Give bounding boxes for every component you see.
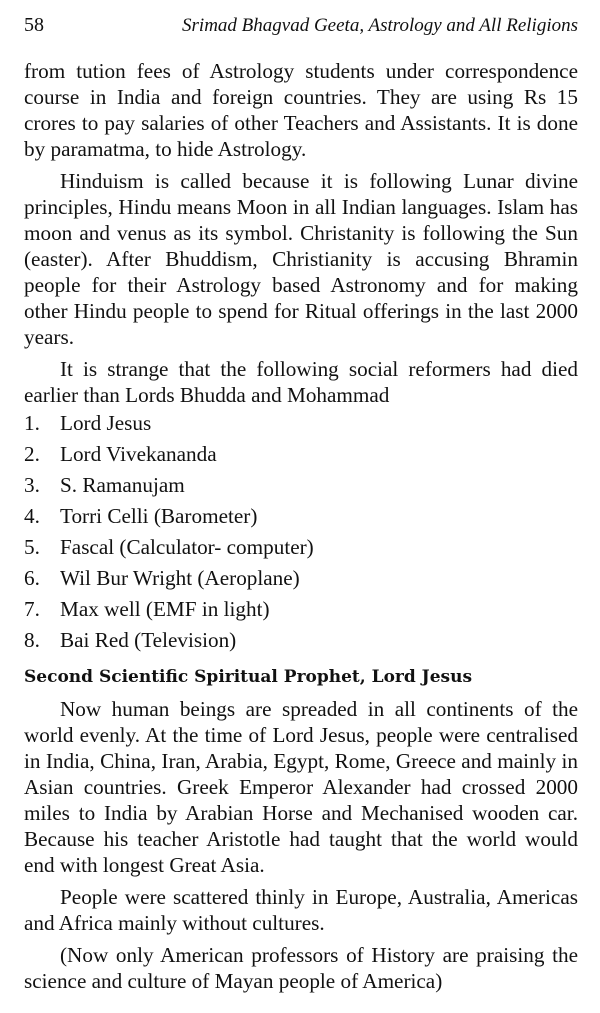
page-number: 58 [24, 14, 44, 36]
paragraph: Now human beings are spreaded in all continents of the world evenly. At the time of Lord Jesus, people were centralised in India, China, Iran, Arabia, Egypt, Rome, Greece and mainly in Asian countries. Greek Emperor Alexander had crossed 2000 miles to India by Arabian Horse and Mechanised wooden car. Because his teacher Aristotle had taught that the world would end with longest Great Asia. [24, 697, 578, 877]
running-title: Srimad Bhagvad Geeta, Astrology and All Religions [182, 15, 578, 36]
paragraph: It is strange that the following social reformers had died earlier than Lords Bhudda and Mohammad [24, 357, 578, 407]
list-text: Torri Celli (Barometer) [60, 504, 258, 528]
reformers-list [24, 408, 578, 656]
list-item [24, 563, 578, 594]
paragraph: from tution fees of Astrology students under correspondence course in India and foreign countries. They are using Rs 15 crores to pay salaries of other Teachers and Assistants. It is done by paramatma, to hide Astrology. [24, 59, 578, 161]
list-text: Wil Bur Wright (Aeroplane) [60, 566, 300, 590]
list-number: 8. [24, 628, 40, 652]
list-number: 1. [24, 411, 40, 435]
list-item [24, 594, 578, 625]
list-number: 3. [24, 473, 40, 497]
list-item [24, 625, 578, 656]
list-text: Lord Jesus [60, 411, 152, 435]
list-item [24, 501, 578, 532]
list-text: S. Ramanujam [60, 473, 185, 497]
list-item [24, 470, 578, 501]
list-item [24, 532, 578, 563]
paragraph: (Now only American professors of History are praising the science and culture of Mayan people of America) [24, 943, 578, 993]
list-item [24, 408, 578, 439]
body-text [24, 58, 578, 994]
list-number: 5. [24, 535, 40, 559]
section-heading: Second Scientific Spiritual Prophet, Lord Jesus [24, 667, 473, 687]
list-number: 6. [24, 566, 40, 590]
list-number: 7. [24, 597, 40, 621]
list-text: Lord Vivekananda [60, 442, 217, 466]
list-text: Max well (EMF in light) [60, 597, 270, 621]
list-number: 4. [24, 504, 40, 528]
list-text: Fascal (Calculator- computer) [60, 535, 314, 559]
page-header [24, 14, 578, 58]
list-text: Bai Red (Television) [60, 628, 237, 652]
paragraph: Hinduism is called because it is following Lunar divine principles, Hindu means Moon in all Indian languages. Islam has moon and venus as its symbol. Christanity is following the Sun (easter). After Bhuddism, Christianity is accusing Bhramin people for their Astrology based Astronomy and for making other Hindu people to spend for Ritual offerings in the last 2000 years. [24, 169, 578, 349]
paragraph: People were scattered thinly in Europe, Australia, Americas and Africa mainly without cultures. [24, 885, 578, 935]
list-number: 2. [24, 442, 40, 466]
list-item [24, 439, 578, 470]
